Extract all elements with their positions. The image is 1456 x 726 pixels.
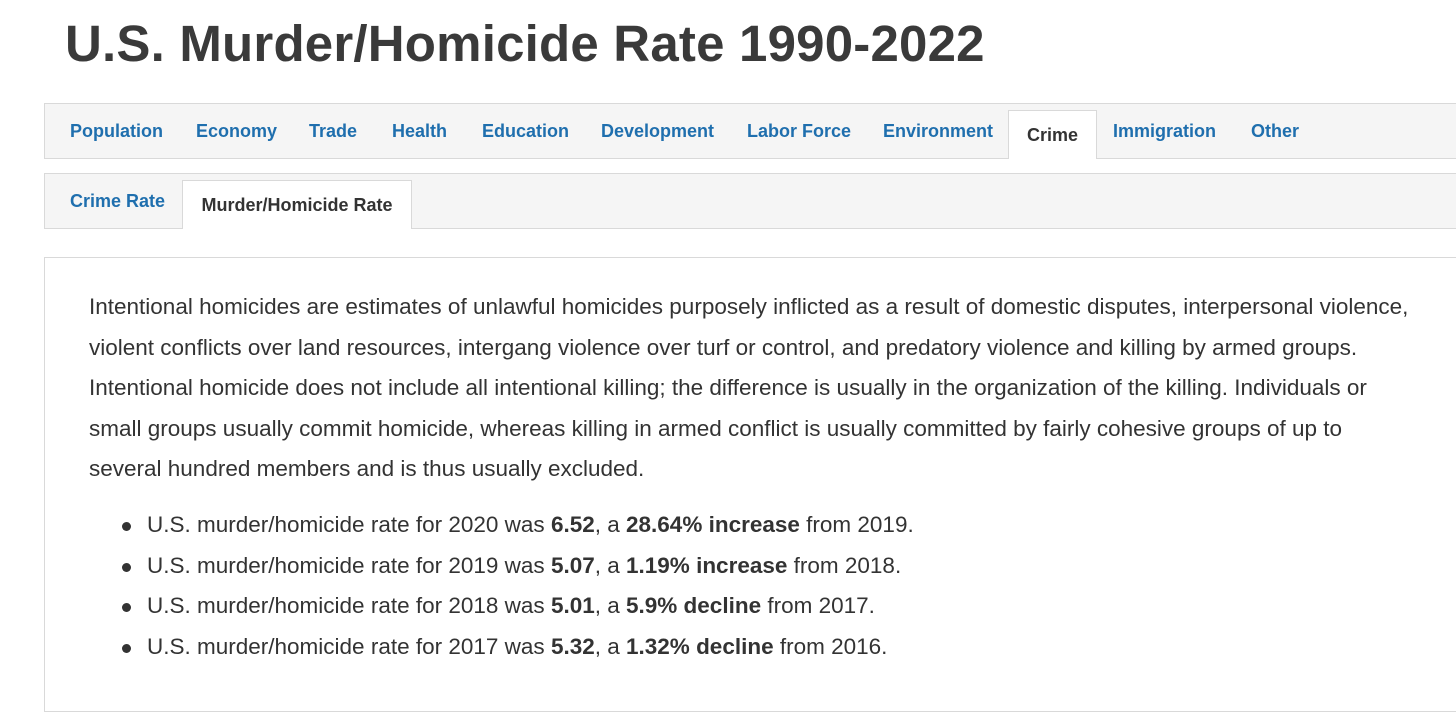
subtab-murder-homicide-rate[interactable]: Murder/Homicide Rate bbox=[182, 180, 412, 229]
stat-separator: , a bbox=[594, 552, 627, 578]
content-panel bbox=[44, 257, 1456, 712]
stat-rate: 6.52 bbox=[550, 512, 595, 537]
stat-change: 5.9% decline bbox=[626, 593, 762, 618]
subtab-crime-rate[interactable]: Crime Rate bbox=[70, 190, 166, 211]
tab-education[interactable]: Education bbox=[482, 120, 570, 141]
stat-change: 1.32% decline bbox=[626, 633, 774, 659]
stat-change: 28.64% increase bbox=[626, 512, 800, 537]
stat-text: U.S. murder/homicide rate for 2017 was bbox=[147, 633, 551, 659]
list-item bbox=[89, 627, 914, 668]
stat-suffix: from 2016. bbox=[773, 633, 888, 659]
stat-text: U.S. murder/homicide rate for 2019 was bbox=[147, 552, 551, 578]
tab-labor-force[interactable]: Labor Force bbox=[747, 120, 852, 141]
tab-population[interactable]: Population bbox=[70, 120, 163, 141]
stat-suffix: from 2019. bbox=[799, 512, 914, 537]
tab-health[interactable]: Health bbox=[392, 120, 448, 141]
secondary-tab-bar bbox=[44, 173, 1456, 229]
stat-separator: , a bbox=[594, 593, 627, 618]
stat-rate: 5.01 bbox=[550, 593, 595, 618]
stat-text: U.S. murder/homicide rate for 2018 was bbox=[147, 593, 551, 618]
stat-suffix: from 2018. bbox=[787, 552, 902, 578]
list-item bbox=[89, 546, 914, 587]
tab-crime[interactable]: Crime bbox=[1008, 110, 1097, 159]
intro-paragraph: Intentional homicides are estimates of unlawful homicides purposely inflicted as a result of domestic disputes, interpersonal violence, violent conflicts over land resources, intergang violence over turf or control, and predatory violence and killing by armed groups. Intentional homicide does not include all intentional killing; the difference is usually in the organization of the killing. Individuals or small groups usually commit homicide, whereas killing in armed conflict is usually committed by fairly cohesive groups of up to several hundred members and is thus usually excluded. bbox=[89, 294, 1409, 481]
stat-suffix: from 2017. bbox=[761, 593, 875, 618]
stat-change: 1.19% increase bbox=[626, 552, 788, 578]
list-item bbox=[89, 586, 914, 627]
tab-immigration[interactable]: Immigration bbox=[1113, 120, 1217, 141]
tab-other[interactable]: Other bbox=[1251, 120, 1300, 141]
stat-rate: 5.32 bbox=[550, 633, 595, 659]
stat-text: U.S. murder/homicide rate for 2020 was bbox=[147, 512, 551, 537]
stat-separator: , a bbox=[594, 512, 627, 537]
stat-separator: , a bbox=[594, 633, 627, 659]
tab-trade[interactable]: Trade bbox=[309, 120, 358, 141]
tab-environment[interactable]: Environment bbox=[883, 120, 994, 141]
tab-economy[interactable]: Economy bbox=[196, 120, 278, 141]
tab-development[interactable]: Development bbox=[601, 120, 715, 141]
page-title: U.S. Murder/Homicide Rate 1990-2022 bbox=[65, 15, 985, 72]
stat-rate: 5.07 bbox=[550, 552, 595, 578]
list-item bbox=[89, 505, 914, 546]
primary-tab-bar bbox=[44, 103, 1456, 159]
stats-list bbox=[89, 505, 914, 667]
